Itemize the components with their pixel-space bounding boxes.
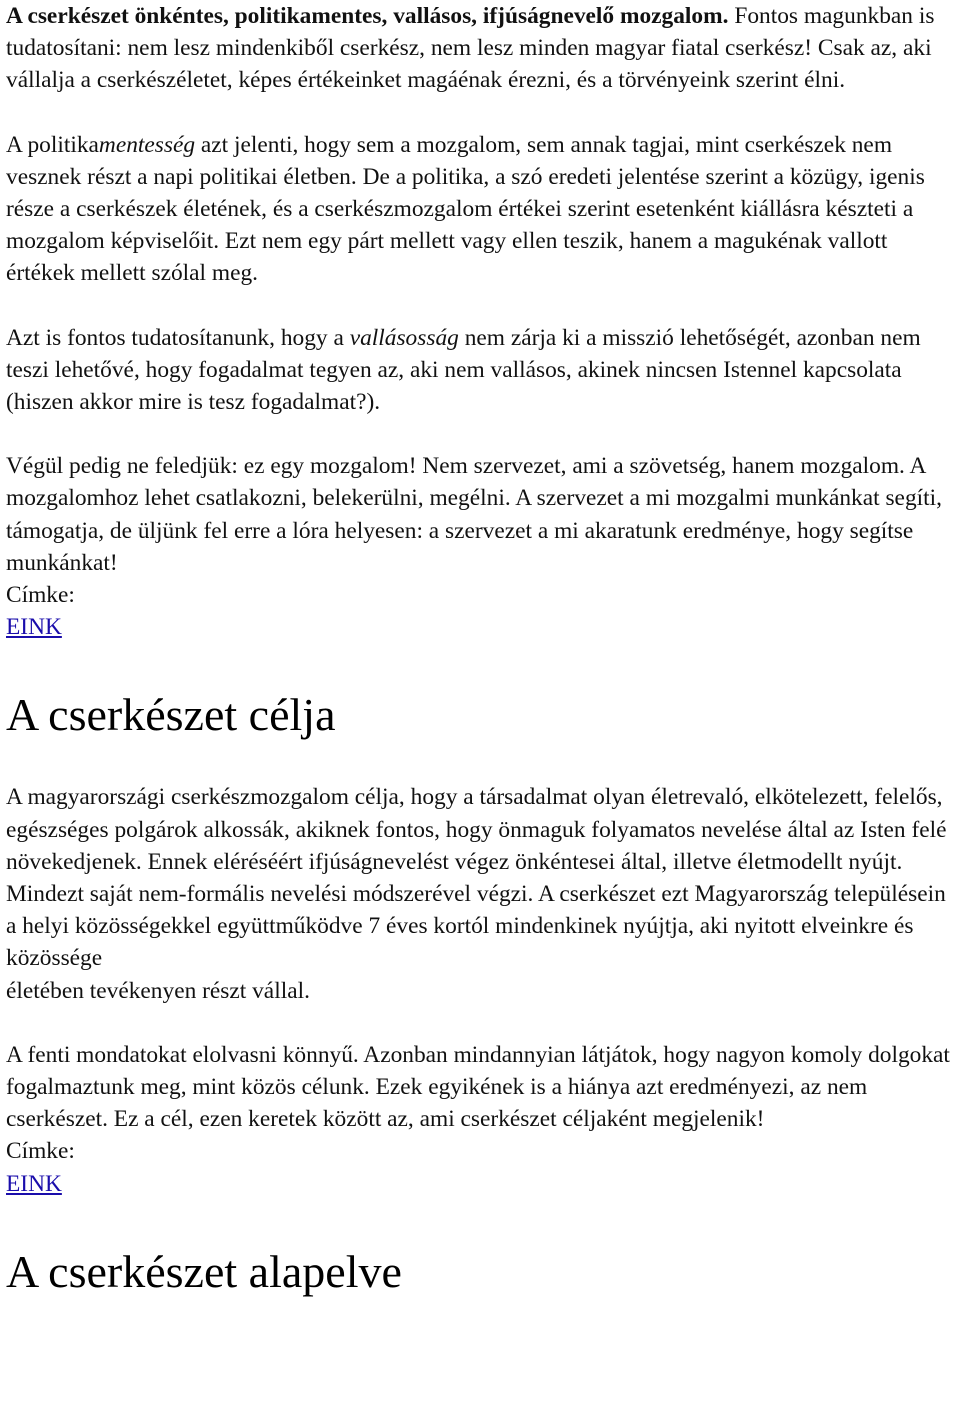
tag-label: Címke: bbox=[6, 582, 75, 609]
politics-text-before: A politika bbox=[6, 131, 99, 158]
politics-text-after: azt jelenti, hogy sem a mozgalom, sem annak tagjai, mint cserkészek nem vesznek részt a napi politikai életben. De a politika, a szó eredeti jelentése szerint a közügy, igenis része a cserkészek életének, és a cserkészmozgalom értékei szerint esetenként kiállásra készteti a mozgalom képviselőit. Ezt nem egy párt mellett vagy ellen teszik, hanem a magukénak vallott értékek mellett szólal meg. bbox=[6, 131, 925, 287]
intro-bold-sentence: A cserkészet önkéntes, politikamentes, vallásos, ifjúságnevelő mozgalom. bbox=[6, 3, 729, 29]
section-heading-goal: A cserkészet célja bbox=[6, 689, 336, 741]
goal-paragraph: A magyarországi cserkészmozgalom célja, hogy a társadalmat olyan életrevaló, elkötelezett, felelős, egészséges polgárok alkossák, akiknek fontos, hogy önmaguk folyamatos nevelése által az Isten felé növekedjenek. Ennek eléréséért ifjúságnevelést végez önkéntesei által, illetve életmodellt nyújt. Mindezt saját nem-formális nevelési módszerével végzi. A cserkészet ezt Magyarország településein a helyi közösségekkel együttműködve 7 éves kortól mindenkinek nyújtja, aki nyitott elveinkre és közössége bbox=[6, 784, 947, 972]
religion-text-before: Azt is fontos tudatosítanunk, hogy a bbox=[6, 324, 350, 351]
intro-paragraph bbox=[6, 0, 954, 97]
religion-paragraph bbox=[6, 322, 954, 419]
politics-paragraph bbox=[6, 129, 954, 290]
intro-rest-text: Fontos magunkban is tudatosítani: nem lesz mindenkiből cserkész, nem lesz minden magyar fiatal cserkész! Csak az, aki vállalja a cserkészéletet, képes értékeinket magáénak érezni, és a törvényeink szerint élni. bbox=[6, 3, 935, 94]
tag-link-eink[interactable]: EINK bbox=[6, 614, 62, 641]
tag-link-eink[interactable]: EINK bbox=[6, 1170, 62, 1197]
goal-paragraph-tail: életében tevékenyen részt vállal. bbox=[6, 977, 310, 1004]
movement-paragraph: Végül pedig ne feledjük: ez egy mozgalom! Nem szervezet, ami a szövetség, hanem mozgalom. A mozgalomhoz lehet csatlakozni, belekerülni, megélni. A szervezet a mi mozgalmi munkánkat segíti, támogatja, de üljünk fel erre a lóra helyesen: a szervezet a mi akaratunk eredménye, hogy segítse munkánkat! bbox=[6, 453, 942, 576]
religion-text-after: nem zárja ki a misszió lehetőségét, azonban nem teszi lehetővé, hogy fogadalmat tegyen az, aki nem vallásos, akinek nincsen Istennel kapcsolata (hiszen akkor mire is tesz fogadalmat?). bbox=[6, 324, 921, 416]
goal-summary-paragraph: A fenti mondatokat elolvasni könnyű. Azonban mindannyian látjátok, hogy nagyon komoly dolgokat fogalmaztunk meg, mint közös célunk. Ezek egyikének is a hiánya azt eredményezi, az nem cserkészet. Ez a cél, ezen keretek között az, ami cserkészet céljaként megjelenik! bbox=[6, 1041, 950, 1133]
tag-label: Címke: bbox=[6, 1138, 75, 1165]
religion-italic-word: vallásosság bbox=[349, 324, 459, 351]
section-heading-principle: A cserkészet alapelve bbox=[6, 1245, 402, 1297]
politics-italic-word: mentesség bbox=[98, 131, 196, 158]
